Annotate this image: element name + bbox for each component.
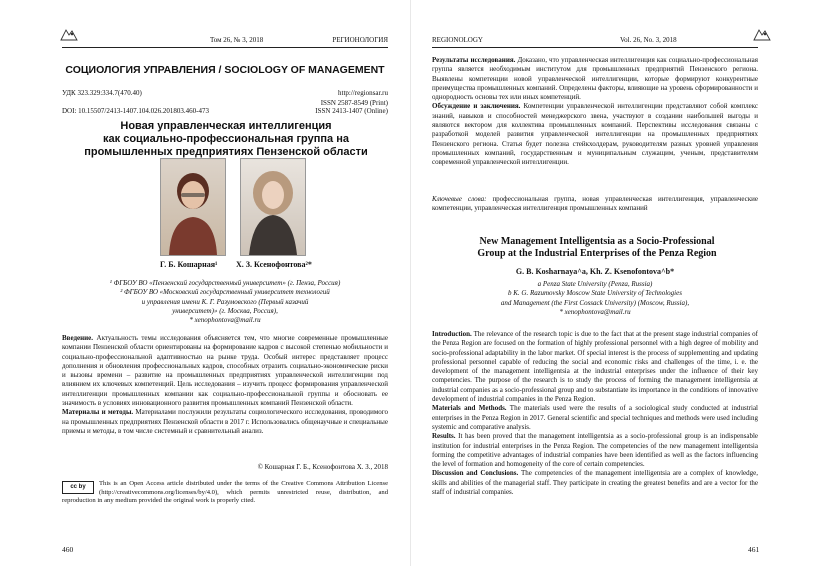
title-ru-line: промышленных предприятиях Пензенской области xyxy=(84,146,368,158)
intro-text: Актуальность темы исследования объясняется тем, что многие современные промышленные компании Пензенской области ориентированы на формирование кадров с высокой степенью мобильности и социально-профессиональной адаптивностью на рынке труда. Особый интерес представляет процесс дополнения и обновления профессиональных кадров, способных отразить социально-экономические риски и вызовы времени – развитие на промышленных предприятиях управленческой интеллигенции под влиянием их ключевых компетенций. Цель исследования – изучить процесс формирования управленческой интеллигенции промышленных компании как социально-профессиональной группы и обосновать ее значимость в условиях инновационного развития промышленных компаний Пензенской области. xyxy=(62,334,388,408)
results-en-label: Results. xyxy=(432,432,456,441)
header-volume: Vol. 26, No. 3, 2018 xyxy=(620,36,677,44)
affiliation-line: ¹ ФГБОУ ВО «Пензенский государственный университет» (г. Пенза, Россия) xyxy=(109,279,341,287)
doi: DOI: 10.15507/2413-1407.104.026.201803.460-473 xyxy=(62,107,209,115)
affiliation-line: a Penza State University (Penza, Russia) xyxy=(537,280,653,288)
results-en-text: It has been proved that the management intelligentsia as a socio-professional group is an indispensable institution for industrial enterprises in the Penza Region. The competencies of the new management intelligentsia forming the competitive advantages of industrial companies have been identified as well as the factors influencing the level of formation and homogeneity of the core of certain competencies. xyxy=(432,432,759,469)
title-en-line: New Management Intelligentsia as a Socio-Professional xyxy=(479,236,715,247)
methods-label: Материалы и методы. xyxy=(62,408,134,417)
affiliation-line: ² ФГБОУ ВО «Московский государственный университет технологий xyxy=(120,288,330,297)
title-ru-line: как социально-профессиональная группа на xyxy=(103,133,349,145)
discussion-text: Компетенции управленческой интеллигенции представляют собой комплекс знаний, навыков и способностей менеджерского звена, участвуют в создании наибольшей выгоды и являются вектором для коллектива промышленных компаний. Перспективы исследования связаны с разработкой моделей развития управленческой интеллигенции на промышленных предприятиях Пензенского региона. Статья будет полезна стейкхолдерам, руководителям разных уровней управления промышленных компаний, государственным и муниципальным служащим, ученым, представителям современной управленческой интеллигенции. xyxy=(432,102,759,167)
header-section: REGIONOLOGY xyxy=(432,36,483,44)
author-photo-ksenofontova xyxy=(240,158,306,256)
copyright: © Кошарная Г. Б., Ксенофонтова Х. З., 2018 xyxy=(257,463,388,471)
license-notice xyxy=(62,480,388,506)
authors-en: G. B. Kosharnaya^a, Kh. Z. Ksenofontova^b* xyxy=(515,267,675,276)
keywords-ru xyxy=(432,195,758,214)
issn-online: ISSN 2413-1407 (Online) xyxy=(315,107,388,115)
header-section: РЕГИОНОЛОГИЯ xyxy=(332,36,388,44)
abstract-en xyxy=(432,330,758,497)
article-title-en xyxy=(448,236,746,260)
header-volume: Том 26, № 3, 2018 xyxy=(210,36,264,44)
methods-text: Материалами послужили результаты социологического исследования, проводимого на промышленных предприятиях Пензенской области в 2017 г. Использовались общенаучные и специальные приемы и методы, в том числе системный и сравнительный анализ. xyxy=(62,408,388,435)
journal-url: http://regionsar.ru xyxy=(338,89,388,97)
issn-print: ISSN 2587-8549 (Print) xyxy=(320,99,388,107)
author-name-1: Г. Б. Кошарная¹ xyxy=(160,260,218,269)
license-text: This is an Open Access article distributed under the terms of the Creative Commons Attribution License (http://creativecommons.org/licenses/by/4.0), which permits unrestricted reuse, distribution, and reproduction in any medium provided the original work is properly cited. xyxy=(62,480,388,505)
methods-en-label: Materials and Methods. xyxy=(432,404,507,413)
discussion-en-label: Discussion and Conclusions. xyxy=(432,469,519,478)
intro-label: Введение. xyxy=(62,334,94,342)
udk-code: УДК 323.329:334.7(470.40) xyxy=(62,89,142,97)
running-header xyxy=(432,33,758,48)
affiliation-line: и управления имени К. Г. Разумовского (Первый казачий xyxy=(141,297,309,306)
title-ru-line: Новая управленческая интеллигенция xyxy=(120,120,332,132)
right-page xyxy=(410,0,820,566)
affiliations-en xyxy=(432,280,758,317)
discussion-en-text: The competencies of the management intelligentsia are a complex of knowledge, skills and abilities of the managerial staff. They participate in creating the greatest benefits and are a vector for the staff of industrial companies. xyxy=(432,469,758,497)
title-en-line: Group at the Industrial Enterprises of the Penza Region xyxy=(477,248,717,259)
results-text: Доказано, что управленческая интеллигенция как социально-профессиональная группа является необходимым институтом для промышленных предприятий Пензенского региона. Выявлены компетенции новой управленческой интеллигенции, которые формируют конкурентные преимущества промышленных компаний. Определены факторы, влияющие на уровень сформированности и однородность основы тех или иных компетенций. xyxy=(432,56,758,102)
page-number: 461 xyxy=(748,545,760,554)
running-header xyxy=(62,33,388,48)
cc-by-icon: cc by xyxy=(62,481,94,494)
keywords-label: Ключевые слова: xyxy=(432,195,487,203)
intro-en-label: Introduction. xyxy=(432,330,472,338)
affiliation-line: and Management (the First Cossack University) (Moscow, Russia), xyxy=(500,298,690,307)
abstract-ru-part1 xyxy=(62,334,388,436)
author-photo-kosharnaya xyxy=(160,158,226,256)
discussion-label: Обсуждение и заключения. xyxy=(432,102,521,111)
abstract-ru-part2 xyxy=(432,56,758,168)
affiliation-line: * xenophontova@mail.ru xyxy=(559,307,631,316)
keywords-text: профессиональная группа, новая управленческая интеллигенция, управленческие компетенции, управленческая интеллигенция промышленных компаний xyxy=(432,195,758,213)
affiliation-line: университет)» (г. Москва, Россия), xyxy=(172,306,278,315)
page-number: 460 xyxy=(62,545,74,554)
article-title-ru xyxy=(70,120,382,159)
affiliation-line: b K. G. Razumovsky Moscow State University of Technologies xyxy=(508,289,682,298)
affiliation-line: * xenophontova@mail.ru xyxy=(189,316,261,325)
affiliations-ru xyxy=(62,279,388,325)
intro-en-text: The relevance of the research topic is due to the fact that at the present stage industrial companies of the Penza Region are focused on the formation of highly professional personnel with a high degree of mobility and socio-professional adaptability in the labor market. Of special interest is the process of supplementing and updating professional personnel capable of reducing the social and economic risks and challenges of the time, i. e. the development of the management intelligentsia at the industrial enterprises under the influence of their key competencies. The purpose of the research is to study the process of forming the management intelligentsia at industrial companies as a socio-professional group and to substantiate its importance in the conditions of innovative development of industrial companies in the Penza Region. xyxy=(432,330,758,404)
portrait-icon xyxy=(161,159,225,255)
author-name-2: Х. З. Ксенофонтова²* xyxy=(236,260,312,269)
section-title: СОЦИОЛОГИЯ УПРАВЛЕНИЯ / SOCIOLOGY OF MANAGEMENT xyxy=(65,64,385,76)
methods-en-text: The materials used were the results of a sociological study conducted at industrial enterprises in the Penza Region in 2017. General scientific and special techniques and methods were used including systemic and comparative analysis. xyxy=(432,404,758,431)
portrait-icon xyxy=(241,159,305,255)
results-label: Результаты исследования. xyxy=(432,56,516,64)
